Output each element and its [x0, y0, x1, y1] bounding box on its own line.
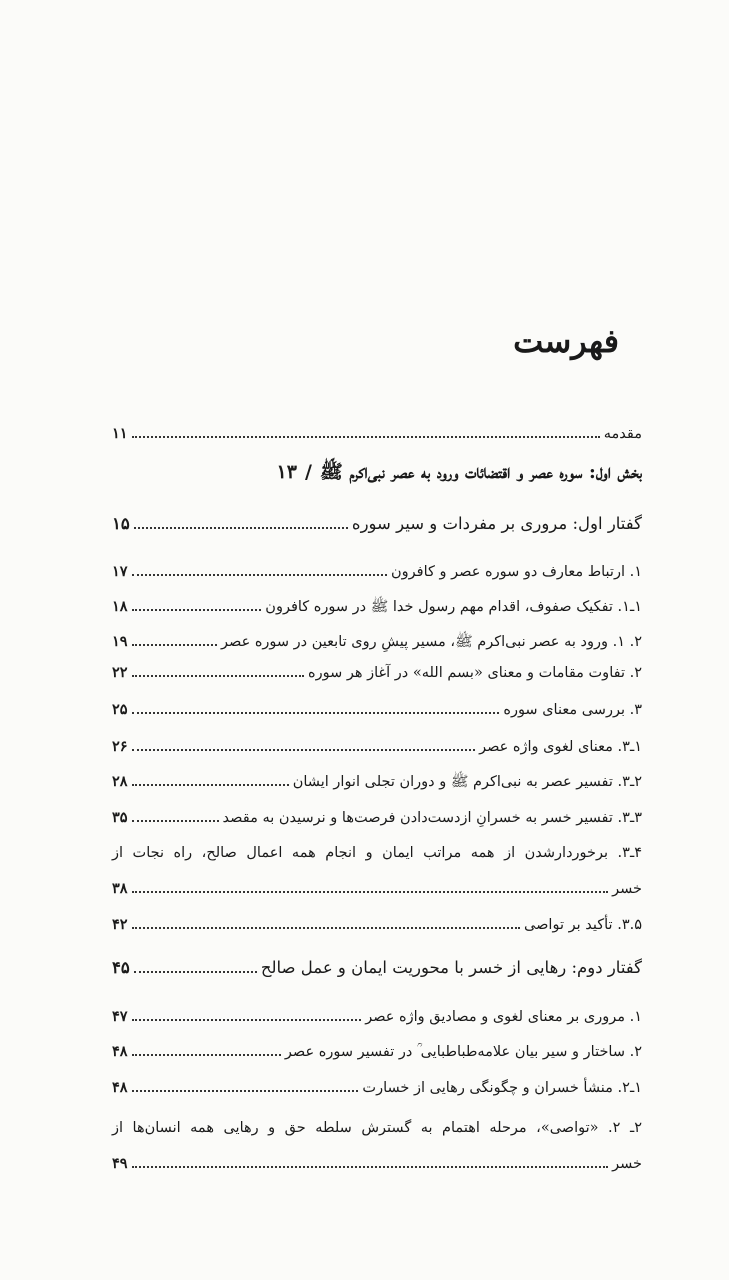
toc-entry: مقدمه ۱۱ — [112, 425, 642, 442]
leader-dots — [132, 567, 387, 576]
toc-entry-wrapped-line: ۲ـ ۲. «تواصی»، مرحله اهتمام به گسترش سلطه حق و رهایی همه انسان‌ها از — [112, 1120, 642, 1136]
leader-dots — [132, 813, 219, 822]
leader-dots — [134, 519, 348, 529]
toc-entry: ۳.۵. تأکید بر تواصی ۴۲ — [112, 916, 642, 933]
toc-entry: ۲. ساختار و سیر بیان علامه‌طباطبایی ؒ در تفسیر سوره عصر ۴۸ — [112, 1043, 642, 1060]
toc-entry: خسر ۴۹ — [112, 1155, 642, 1172]
leader-dots — [132, 1047, 281, 1056]
leader-dots — [132, 429, 600, 438]
toc-entry: ۲. تفاوت مقامات و معنای «بسم الله» در آغاز هر سوره ۲۲ — [112, 664, 642, 681]
toc-entry: ۱ـ۲. منشأ خسران و چگونگی رهایی از خسارت ۴۸ — [112, 1079, 642, 1096]
leader-dots — [132, 1012, 362, 1021]
toc-entry: ۱ـ۳. معنای لغوی واژه عصر ۲۶ — [112, 738, 642, 755]
toc-entry: ۲ـ۳. تفسیر عصر به نبی‌اکرم ﷺ و دوران تجلی انوار ایشان ۲۸ — [112, 773, 642, 790]
leader-dots — [134, 963, 257, 973]
toc-entry: ۱. ارتباط معارف دو سوره عصر و کافرون ۱۷ — [112, 563, 642, 580]
leader-dots — [132, 668, 304, 677]
toc-entry: ۳. بررسی معنای سوره ۲۵ — [112, 701, 642, 718]
toc-entry: ۳ـ۳. تفسیر خسر به خسرانِ ازدست‌دادن فرصت‌ها و نرسیدن به مقصد ۳۵ — [112, 809, 642, 826]
toc-entry: ۱. مروری بر معنای لغوی و مصادیق واژه عصر ۴۷ — [112, 1008, 642, 1025]
leader-dots — [132, 637, 217, 646]
leader-dots — [132, 705, 500, 714]
leader-dots — [132, 884, 609, 893]
toc-part-heading: بخش اول: سوره عصر و اقتضائات ورود به عصر نبی‌اکرم ﷺ / ۱۳ — [276, 461, 642, 483]
toc-entry: ۱ـ۱. تفکیک صفوف، اقدام مهم رسول خدا ﷺ در سوره کافرون ۱۸ — [112, 598, 642, 615]
toc-entry-wrapped-line: ۴ـ۳. برخوردارشدن از همه مراتب ایمان و انجام همه اعمال صالح، راه نجات از — [112, 845, 642, 861]
leader-dots — [132, 602, 262, 611]
leader-dots — [132, 742, 476, 751]
leader-dots — [132, 777, 289, 786]
leader-dots — [132, 920, 520, 929]
leader-dots — [132, 1083, 359, 1092]
toc-section-heading: گفتار اول: مروری بر مفردات و سیر سوره ۱۵ — [112, 514, 642, 533]
toc-entry: خسر ۳۸ — [112, 880, 642, 897]
leader-dots — [132, 1159, 609, 1168]
page-title: فهرست — [513, 322, 619, 360]
toc-entry: ۲. ۱. ورود به عصر نبی‌اکرم ﷺ، مسیر پیشِ روی تابعین در سوره عصر ۱۹ — [112, 633, 642, 650]
toc-section-heading: گفتار دوم: رهایی از خسر با محوریت ایمان و عمل صالح ۴۵ — [112, 958, 642, 977]
